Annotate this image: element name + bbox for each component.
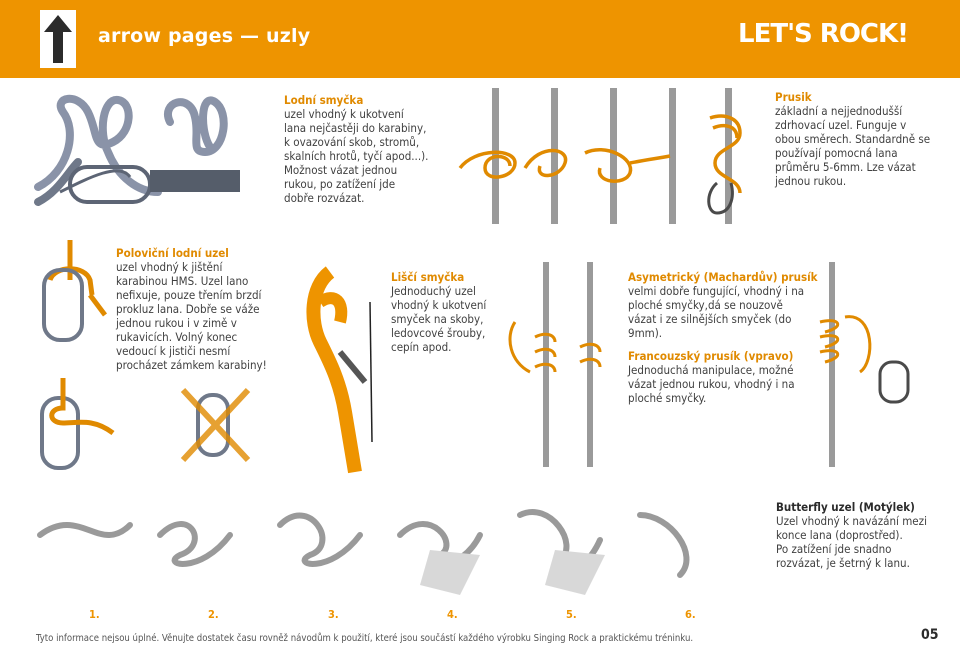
- lodni-smycka-text: [284, 93, 428, 205]
- text-line: vhodný k ukotvení: [391, 298, 487, 312]
- text-line: Jednoduchá manipulace, možné: [628, 363, 794, 377]
- section-heading: Butterfly uzel (Motýlek): [776, 500, 915, 514]
- text-line: konce lana (doprostřed).: [776, 528, 903, 542]
- text-line: prokluz lana. Dobře se váže: [116, 302, 260, 316]
- text-line: cepín apod.: [391, 340, 452, 354]
- girth-hitch-illustration: [300, 262, 390, 472]
- text-line: rozvázat, je šetrný k lanu.: [776, 556, 910, 570]
- text-line: smyček na skoby,: [391, 312, 484, 326]
- text-line: zdrhovací uzel. Funguje v: [775, 118, 907, 132]
- step-number: 3.: [328, 608, 339, 621]
- clove-hitch-carabiner-illustration: [150, 92, 270, 222]
- text-line: Po zatížení jde snadno: [776, 542, 892, 556]
- text-line: Uzel vhodný k navázání mezi: [776, 514, 927, 528]
- text-line: rukou, po zatížení jde: [284, 177, 396, 191]
- butterfly-text: [776, 500, 927, 570]
- section-heading: Lodní smyčka: [284, 93, 364, 107]
- text-line: karabinou HMS. Uzel lano: [116, 274, 249, 288]
- text-line: ledovcové šrouby,: [391, 326, 486, 340]
- text-line: vedoucí k jističi nesmí: [116, 344, 231, 358]
- munter-hitch-wrong-illustration: [178, 385, 258, 465]
- step-number: 1.: [89, 608, 100, 621]
- page-number: 05: [921, 627, 939, 643]
- text-line: vázat i ze silnějších smyček (do: [628, 312, 792, 326]
- step-number: 6.: [685, 608, 696, 621]
- text-line: k ovazování skob, stromů,: [284, 135, 420, 149]
- section-heading: Poloviční lodní uzel: [116, 246, 229, 260]
- text-line: jednou rukou i v zimě v: [116, 316, 237, 330]
- text-line: obou směrech. Standardně se: [775, 132, 931, 146]
- text-line: procházet zámkem karabiny!: [116, 358, 267, 372]
- section-heading: Francouzský prusík (vpravo): [628, 349, 794, 363]
- text-line: vázat jednou rukou, vhodný i na: [628, 377, 795, 391]
- text-line: uzel vhodný k jištění: [116, 260, 223, 274]
- footer-note: Tyto informace nejsou úplné. Věnujte dostatek času rovněž návodům k použití, které jsou součástí každého výrobku Singing Rock a praktickému tréninku.: [36, 633, 694, 644]
- text-line: ploché smyčky.: [628, 391, 707, 405]
- step-number: 2.: [208, 608, 219, 621]
- munter-hitch-illustration: [40, 240, 110, 350]
- up-arrow-button[interactable]: [40, 10, 76, 68]
- machard-illustration: [505, 262, 620, 472]
- section-heading: Prusik: [775, 90, 812, 104]
- section-heading: Liščí smyčka: [391, 270, 465, 284]
- asymetricky-text: [628, 270, 818, 405]
- prusik-illustration: [455, 88, 755, 228]
- polovicni-text: [116, 246, 267, 372]
- brand-logo: LET'S ROCK!: [738, 19, 909, 49]
- step-number: 5.: [566, 608, 577, 621]
- text-line: nefixuje, pouze třením brzdí: [116, 288, 262, 302]
- text-line: dobře rozvázat.: [284, 191, 365, 205]
- text-line: průměru 5-6mm. Lze vázat: [775, 160, 916, 174]
- text-line: rukavicích. Volný konec: [116, 330, 238, 344]
- text-line: skalních hrotů, tyčí apod...).: [284, 149, 429, 163]
- up-arrow-icon: [42, 12, 74, 66]
- text-line: Možnost vázat jednou: [284, 163, 398, 177]
- text-line: ploché smyčky,dá se nouzově: [628, 298, 783, 312]
- munter-hitch-correct-illustration: [38, 378, 118, 478]
- text-line: 9mm).: [628, 326, 663, 340]
- step-number: 4.: [447, 608, 458, 621]
- text-line: jednou rukou.: [775, 174, 847, 188]
- text-line: základní a nejjednodušší: [775, 104, 903, 118]
- french-prusik-illustration: [820, 262, 920, 472]
- page-title: arrow pages — uzly: [98, 25, 311, 47]
- header-bar: [0, 0, 960, 78]
- text-line: velmi dobře fungující, vhodný i na: [628, 284, 805, 298]
- text-line: používají pomocná lana: [775, 146, 898, 160]
- text-line: Jednoduchý uzel: [391, 284, 476, 298]
- text-line: uzel vhodný k ukotvení: [284, 107, 404, 121]
- text-line: lana nejčastěji do karabiny,: [284, 121, 427, 135]
- section-heading: Asymetrický (Machardův) prusík: [628, 270, 818, 284]
- butterfly-steps-illustration: [40, 495, 740, 605]
- lisci-text: [391, 270, 486, 354]
- prusik-text: [775, 90, 930, 188]
